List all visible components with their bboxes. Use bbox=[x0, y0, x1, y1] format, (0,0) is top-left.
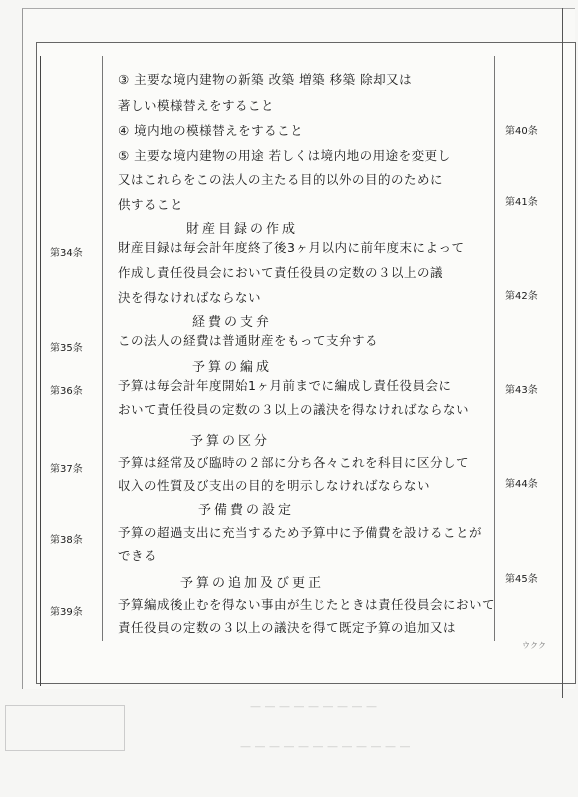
text-line: 作成し責任役員会において責任役員の定数の３以上の議 bbox=[118, 265, 444, 280]
page-number: ウクク bbox=[522, 641, 546, 650]
margin-line bbox=[40, 56, 41, 686]
page-edge bbox=[562, 8, 563, 698]
text-line: 予算の超過支出に充当するため予算中に予備費を設けることが bbox=[118, 525, 483, 540]
article-number: 第38条 bbox=[50, 535, 83, 546]
article-number-right: 第45条 bbox=[505, 574, 538, 585]
text-line: この法人の経費は普通財産をもって支弁する bbox=[118, 333, 379, 348]
text-line: 財産目録は毎会計年度終了後3ヶ月以内に前年度末によって bbox=[118, 240, 465, 255]
text-line: 著しい模様替えをすること bbox=[118, 98, 275, 113]
article-number: 第39条 bbox=[50, 607, 83, 618]
bleed-through-text: — — — — — — — — — bbox=[250, 700, 377, 713]
text-line: 収入の性質及び支出の目的を明示しなければならない bbox=[118, 478, 431, 493]
section-heading: 予算の編成 bbox=[192, 360, 273, 375]
article-number-right: 第40条 bbox=[505, 126, 538, 137]
right-column-divider bbox=[494, 56, 495, 641]
section-heading: 財産目録の作成 bbox=[186, 222, 299, 237]
article-number: 第37条 bbox=[50, 464, 83, 475]
section-heading: 予算の追加及び更正 bbox=[180, 576, 325, 591]
text-line: おいて責任役員の定数の３以上の議決を得なければならない bbox=[118, 402, 470, 417]
article-number-right: 第43条 bbox=[505, 385, 538, 396]
section-heading: 予備費の設定 bbox=[198, 503, 295, 518]
text-line: ③ 主要な境内建物の新築 改築 増築 移築 除却又は bbox=[118, 72, 413, 87]
article-number: 第34条 bbox=[50, 248, 83, 259]
text-line: 又はこれらをこの法人の主たる目的以外の目的のために bbox=[118, 172, 444, 187]
text-line: 責任役員の定数の３以上の議決を得て既定予算の追加又は bbox=[118, 620, 457, 635]
text-line: できる bbox=[118, 548, 158, 563]
text-line: ④ 境内地の模様替えをすること bbox=[118, 123, 304, 138]
text-line: 予算編成後止むを得ない事由が生じたときは責任役員会において bbox=[118, 597, 496, 612]
text-line: 予算は毎会計年度開始1ヶ月前までに編成し責任役員会に bbox=[118, 378, 452, 393]
text-line: 予算は経常及び臨時の２部に分ち各々これを科目に区分して bbox=[118, 455, 470, 470]
article-number: 第35条 bbox=[50, 343, 83, 354]
section-heading: 経費の支弁 bbox=[192, 315, 273, 330]
text-line: 供すること bbox=[118, 197, 184, 212]
section-heading: 予算の区分 bbox=[190, 434, 271, 449]
article-number: 第36条 bbox=[50, 386, 83, 397]
article-number-right: 第44条 bbox=[505, 479, 538, 490]
bleed-through-box bbox=[5, 705, 125, 751]
article-number-right: 第41条 bbox=[505, 197, 538, 208]
article-number-right: 第42条 bbox=[505, 291, 538, 302]
bleed-through-text: — — — — — — — — — — — — bbox=[240, 740, 411, 753]
article-column-divider bbox=[102, 56, 103, 641]
text-line: ⑤ 主要な境内建物の用途 若しくは境内地の用途を変更し bbox=[118, 148, 451, 163]
text-line: 決を得なければならない bbox=[118, 290, 262, 305]
